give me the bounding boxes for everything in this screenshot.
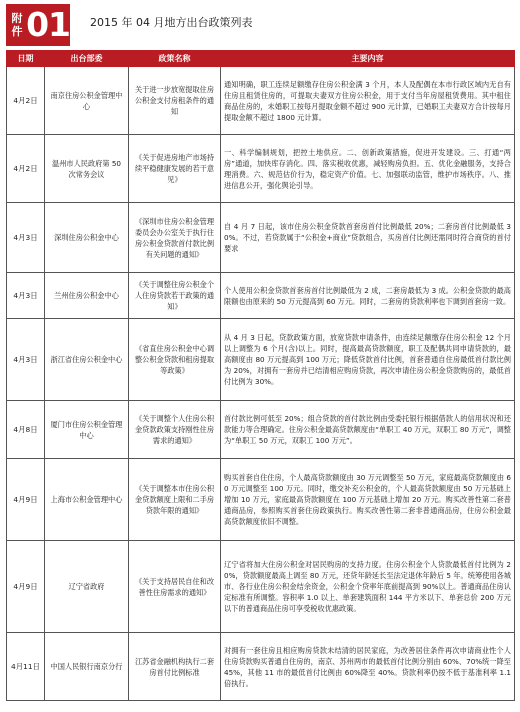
row-content: 通知明确，职工连续足额缴存住房公积金满 3 个月，本人及配偶在本市行政区域内无自有住房且租赁住房的，可提取夫妻双方住房公积金，用于支付当年房屋租赁费用。其中租住商品住房的，未婚职工按每月提取金额不超过 900 元计算，已婚职工夫妻双方合计按每月提取金额不超过 1800 元计算。 [221,67,515,135]
table-row [7,273,515,319]
row-content: 自 4 月 7 日起，该市住房公积金贷款首套房首付比例最低 20%；二套房首付比例最低 30%。不过，若贷款属于“公积金+商业”贷款组合，买房首付比例还需同时符合商贷的首付要求 [221,203,515,273]
row-policy: 《关于支持居民自住和改善性住房需求的通知》 [129,541,221,633]
row-policy: 关于进一步放宽提取住房公积金支付房租条件的通知 [129,67,221,135]
row-policy: 江苏省金融机构执行二套房首付比例标准 [129,633,221,701]
policy-table [6,50,515,701]
row-content: 个人使用公积金贷款首套房首付比例最低为 2 成，二套房最低为 3 成。公积金贷款的最高限额也由原来的 50 万元提高到 60 万元。同时，二套房的贷款利率也下调到首套房一致。 [221,273,515,319]
header-dept: 出台部委 [45,51,129,67]
row-content: 首付款比例可低至 20%；组合贷款的首付款比例由受委托银行根据借款人的信用状况和还款能力等合理确定。住房公积金最高贷款额度由“单职工 40 万元，双职工 80 万元”，调整为“单职工 50 万元，双职工 100 万元”。 [221,401,515,459]
row-dept: 中国人民银行南京分行 [45,633,129,701]
row-dept: 南京住房公积金管理中心 [45,67,129,135]
row-policy: 《省直住房公积金中心调整公积金贷款和租房提取等政策》 [129,319,221,401]
row-content: 一、科学编制规划，把控土地供应。二、创新政策措施，促进开发建设。三、打通“两房”通道，加快库存消化。四、落实税收优惠，减轻购房负担。五、优化金融服务，支持合理消费。六、规范估价行为，稳定资产价值。七、加强联动监管，维护市场秩序。八、推进信息公开，强化舆论引导。 [221,135,515,203]
row-policy: 《深圳市住房公积金管理委员会办公室关于执行住房公积金贷款首付款比例有关问题的通知》 [129,203,221,273]
row-date: 4月3日 [7,273,45,319]
header-policy: 政策名称 [129,51,221,67]
badge-label: 附件 [11,12,23,38]
header-content: 主要内容 [221,51,515,67]
row-date: 4月9日 [7,459,45,541]
row-content: 购买首套自住住房，个人最高贷款额度由 30 万元调整至 50 万元，家庭最高贷款额度由 60 万元调整至 100 万元。同时，缴交补充公积金的，个人最高贷款额度由 50 万元基础上增加 10 万元，家庭最高贷款额度在 100 万元基础上增加 20 万元。购买改善性第二套普通商品房，参照购买首套住房政策执行。购买改善性第二套非普通商品房，住房公积金最高贷款额度依旧不调整。 [221,459,515,541]
row-dept: 兰州住房公积金中心 [45,273,129,319]
table-row [7,319,515,401]
table-row [7,203,515,273]
row-date: 4月3日 [7,203,45,273]
row-policy: 《关于调整本市住房公积金贷款额度上限和二手房贷款年限的通知》 [129,459,221,541]
row-content: 对拥有一套住房且相应购房贷款未结清的居民家庭，为改善居住条件再次申请商业性个人住房贷款购买普通自住房的，南京、苏州两市的最低首付比例分别由 60%、70%统一降至 45%，其他 11 市的最低首付比例由 60%降至 40%。贷款利率仍按不低于基准利率 1.1 倍执行。 [221,633,515,701]
table-row [7,135,515,203]
row-dept: 浙江省住房公积金中心 [45,319,129,401]
row-policy: 《关于促进房地产市场持续平稳健康发展的若干意见》 [129,135,221,203]
badge-number: 01 [26,5,70,44]
page-title: 2015 年 04 月地方出台政策列表 [90,16,253,29]
row-date: 4月2日 [7,135,45,203]
table-header-row [7,51,515,67]
table-row [7,541,515,633]
row-policy: 《关于调整住房公积金个人住房贷款若干政策的通知》 [129,273,221,319]
table-row [7,401,515,459]
appendix-badge [6,4,70,46]
table-row [7,459,515,541]
header-date: 日期 [7,51,45,67]
row-dept: 厦门市住房公积金管理中心 [45,401,129,459]
row-date: 4月2日 [7,67,45,135]
row-dept: 上海市公积金管理中心 [45,459,129,541]
row-date: 4月9日 [7,541,45,633]
table-row [7,67,515,135]
row-date: 4月8日 [7,401,45,459]
row-dept: 深圳住房公积金中心 [45,203,129,273]
row-dept: 辽宁省政府 [45,541,129,633]
row-content: 从 4 月 3 日起，贷款政策方面，放宽贷款申请条件，由连续足额缴存住房公积金 12 个月以上调整为 6 个月(含)以上。同时，提高最高贷款额度，职工及配偶共同申请贷款的，最高额度由 80 万元提高到 100 万元；降低贷款首付比例，首套普通自住房最低首付款比例为 20%，对拥有一套房并已结清相应购房贷款，再次申请住房公积金贷款购房的，最低首付比例为 30%。 [221,319,515,401]
row-dept: 温州市人民政府第 50 次常务会议 [45,135,129,203]
row-date: 4月3日 [7,319,45,401]
table-row [7,633,515,701]
row-policy: 《关于调整个人住房公积金贷款政策支持刚性住房需求的通知》 [129,401,221,459]
row-date: 4月11日 [7,633,45,701]
row-content: 辽宁省将加大住房公积金对居民购房的支持力度。住房公积金个人贷款最低首付比例为 20%，贷款额度最高上调至 80 万元，还贷年龄延长至法定退休年龄后 5 年。统筹使用各城市、各行业住房公积金结余资金，公积金个贷率年底前提高到 90%以上。普通商品住房认定标准有所调整。容积率 1.0 以上、单套建筑面积 144 平方米以下、单套总价 200 万元以下的普通商品住房可享受税收优惠政策。 [221,541,515,633]
